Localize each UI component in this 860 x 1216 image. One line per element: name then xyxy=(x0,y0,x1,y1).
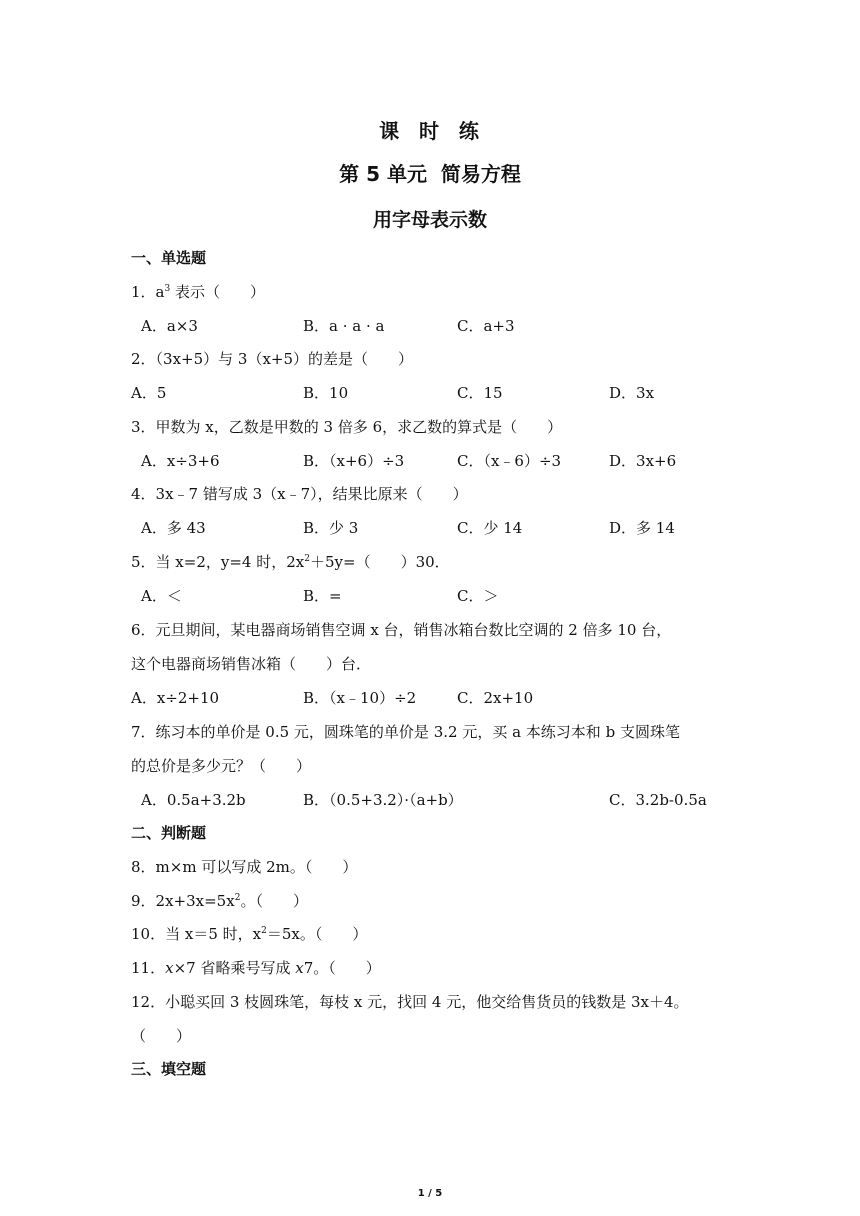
q3-option-b: B．（x+6）÷3 xyxy=(303,452,405,470)
q5-option-a: A．＜ xyxy=(141,587,182,605)
lesson-title: 用字母表示数 xyxy=(372,209,487,231)
q1-options xyxy=(131,315,731,335)
question-6-line-1: 6．元旦期间，某电器商场销售空调 x 台，销售冰箱台数比空调的 2 倍多 10 台， xyxy=(131,621,672,639)
question-9 xyxy=(131,890,308,911)
question-5 xyxy=(131,551,450,572)
q6-option-a: A．x÷2+10 xyxy=(131,689,220,707)
q6-option-b: B．（x﹣10）÷2 xyxy=(303,689,417,707)
q3-option-a: A．x÷3+6 xyxy=(141,452,220,470)
q1-option-c: C．a+3 xyxy=(457,317,515,335)
q10-pre: 10．当 x＝5 时，x xyxy=(131,925,262,943)
q7-option-b: B．（0.5+3.2）·（a+b） xyxy=(303,791,463,809)
q9-post: 。（ ） xyxy=(240,892,308,910)
q5-option-c: C．＞ xyxy=(457,587,499,605)
q2-option-c: C．15 xyxy=(457,384,503,402)
q7-options xyxy=(131,789,731,809)
q4-options xyxy=(131,517,731,537)
q1-pre: 1．a xyxy=(131,283,165,301)
q6-options xyxy=(131,687,731,707)
q3-options xyxy=(131,450,731,470)
q11-mid: ×7 省略乘号写成 xyxy=(173,959,296,977)
section-fill-blank: 三、填空题 xyxy=(131,1060,207,1078)
q4-option-b: B．少 3 xyxy=(303,519,359,537)
q7-option-a: A．0.5a+3.2b xyxy=(141,791,246,809)
unit-title: 第 5 单元 简易方程 xyxy=(339,162,521,186)
q5-options xyxy=(131,585,731,605)
q11-var-1: x xyxy=(165,959,174,977)
q9-sup: 2 xyxy=(234,893,241,903)
q5-post: ＋5y=（ ）30． xyxy=(309,553,450,571)
section-true-false: 二、判断题 xyxy=(131,824,207,842)
q4-option-c: C．少 14 xyxy=(457,519,523,537)
q5-pre: 5．当 x=2，y=4 时，2x xyxy=(131,553,305,571)
question-8: 8．m×m 可以写成 2m。（ ） xyxy=(131,858,358,876)
question-3: 3．甲数为 x，乙数是甲数的 3 倍多 6，求乙数的算式是（ ） xyxy=(131,418,563,436)
q10-post: ＝5x。（ ） xyxy=(266,925,368,943)
q3-option-c: C．（x﹣6）÷3 xyxy=(457,452,562,470)
q2-option-b: B．10 xyxy=(303,384,349,402)
question-7-line-1: 7．练习本的单价是 0.5 元，圆珠笔的单价是 3.2 元，买 a 本练习本和 b 支圆珠笔 xyxy=(131,723,680,741)
q10-sup: 2 xyxy=(261,926,267,936)
page-number: 1 / 5 xyxy=(417,1188,443,1199)
doc-title: 课 时 练 xyxy=(379,119,481,143)
q9-pre: 9．2x+3x=5x xyxy=(131,892,235,910)
question-12-line-2: （ ） xyxy=(131,1027,192,1045)
q2-option-d: D．3x xyxy=(609,384,655,402)
question-10 xyxy=(131,923,367,944)
q1-post: 表示（ ） xyxy=(170,283,266,301)
question-12-line-1: 12．小聪买回 3 枝圆珠笔，每枝 x 元，找回 4 元，他交给售货员的钱数是 3x＋4。 xyxy=(131,993,689,1011)
q11-number: 11． xyxy=(131,959,166,977)
question-2: 2．（3x+5）与 3（x+5）的差是（ ） xyxy=(131,350,414,368)
q1-option-b: B．a · a · a xyxy=(303,317,385,335)
q4-option-d: D．多 14 xyxy=(609,519,675,537)
q11-post: 7。（ ） xyxy=(303,959,381,977)
q4-option-a: A．多 43 xyxy=(141,519,206,537)
question-7-line-2: 的总价是多少元？（ ） xyxy=(131,757,312,775)
question-6-line-2: 这个电器商场销售冰箱（ ）台． xyxy=(131,655,372,673)
q11-var-2: x xyxy=(295,959,304,977)
question-4: 4．3x﹣7 错写成 3（x﹣7），结果比原来（ ） xyxy=(131,485,468,503)
q7-option-c: C．3.2b-0.5a xyxy=(609,791,707,809)
q3-option-d: D．3x+6 xyxy=(609,452,677,470)
q5-sup: 2 xyxy=(304,554,310,564)
q6-option-c: C．2x+10 xyxy=(457,689,534,707)
q5-option-b: B．= xyxy=(303,587,342,605)
q1-option-a: A．a×3 xyxy=(141,317,198,335)
question-11 xyxy=(131,957,381,978)
q2-option-a: A．5 xyxy=(131,384,167,402)
q2-options xyxy=(131,382,731,402)
section-single-choice: 一、单选题 xyxy=(131,249,207,267)
q1-sup: 3 xyxy=(164,284,171,294)
question-1 xyxy=(131,281,265,302)
